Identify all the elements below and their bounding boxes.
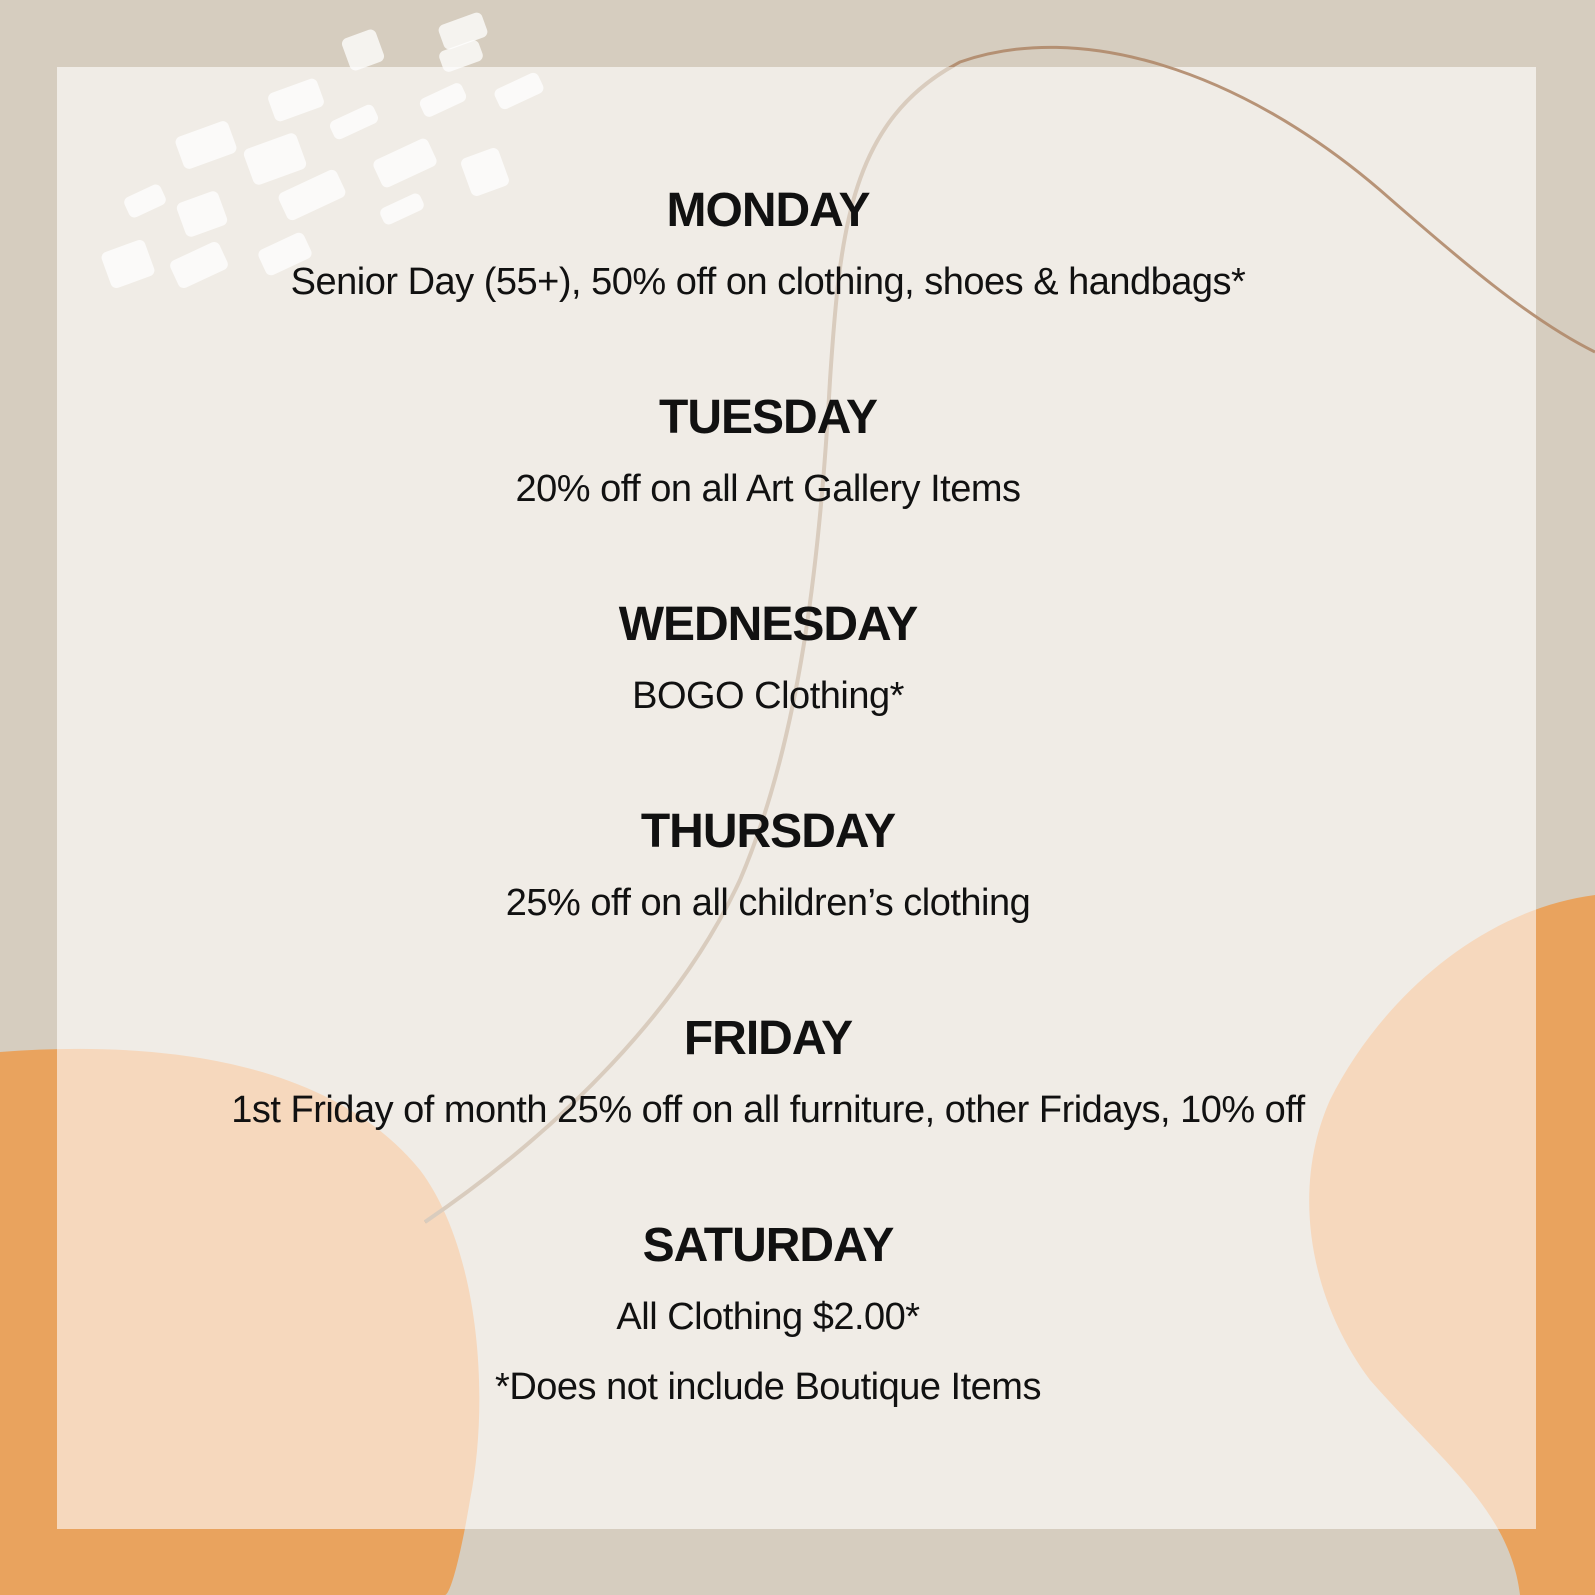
day-heading-friday: FRIDAY [683, 1012, 853, 1065]
offer-friday: 1st Friday of month 25% off on all furniture, other Fridays, 10% off [231, 1089, 1305, 1131]
offer-wednesday: BOGO Clothing* [632, 675, 904, 717]
day-heading-monday: MONDAY [666, 184, 870, 237]
day-heading-tuesday: TUESDAY [659, 391, 877, 444]
offer-saturday: All Clothing $2.00* [616, 1296, 920, 1338]
day-heading-wednesday: WEDNESDAY [618, 598, 918, 651]
offer-tuesday: 20% off on all Art Gallery Items [515, 468, 1021, 510]
day-heading-thursday: THURSDAY [640, 805, 896, 858]
day-heading-saturday: SATURDAY [642, 1219, 894, 1272]
offer-monday: Senior Day (55+), 50% off on clothing, shoes & handbags* [290, 261, 1246, 303]
offer-thursday: 25% off on all children’s clothing [505, 882, 1031, 924]
footnote: *Does not include Boutique Items [495, 1366, 1041, 1408]
